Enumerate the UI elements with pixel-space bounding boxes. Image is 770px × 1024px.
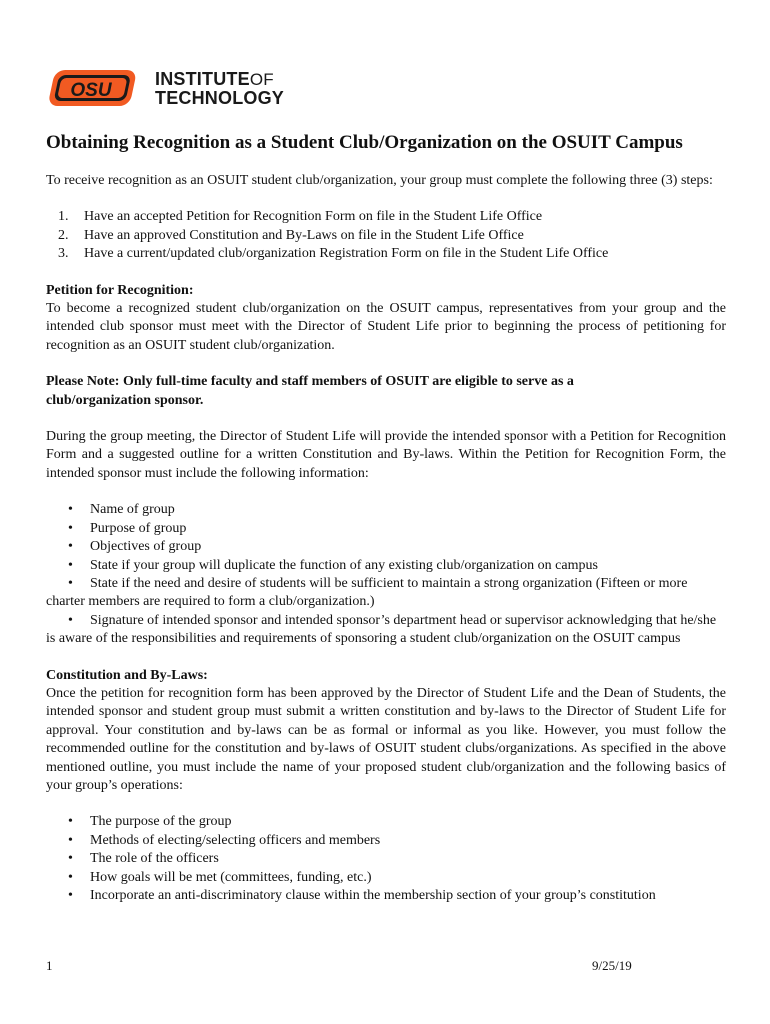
institute-line2: TECHNOLOGY: [155, 88, 285, 108]
list-item-text: Signature of intended sponsor and intended sponsor’s department head or supervisor acknowledging that he/she is aware of the responsibilities and requirements of sponsoring a student club/organization on the OSUIT campus: [46, 612, 717, 647]
osu-logo: [44, 66, 136, 110]
constitution-paragraph: Once the petition for recognition form has been approved by the Director of Student Life and the Dean of Students, the intended sponsor and student group must submit a written constitution and by-laws to the Director of Student Life for approval. Your constitution and by-laws can be as formal or informal as you like. However, you must follow the recommended outline for the constitution and by-laws of OSUIT student clubs/organizations. As specified in the above mentioned outline, you must include the name of your proposed student club/organization and the following basics of your group’s operations:: [46, 685, 726, 793]
document-body: [46, 172, 726, 905]
page-number: 1: [46, 958, 53, 973]
institute-of: OF: [249, 70, 274, 89]
sponsor-note: Please Note: Only full-time faculty and staff members of OSUIT are eligible to serve as a club/organization sponsor.: [46, 374, 574, 408]
intro-paragraph: To receive recognition as an OSUIT student club/organization, your group must complete the following three (3) steps:: [46, 173, 713, 188]
petition-heading: Petition for Recognition:: [46, 282, 194, 298]
list-item: • Purpose of group: [46, 520, 726, 538]
list-item: 3. Have a current/updated club/organization Registration Form on file in the Student Life Office: [72, 245, 726, 263]
meeting-paragraph: During the group meeting, the Director of Student Life will provide the intended sponsor with a Petition for Recognition Form and a suggested outline for a written Constitution and By-laws. Within the Petition for Recognition Form, the intended sponsor must include the following information:: [46, 429, 726, 481]
list-item: • Incorporate an anti-discriminatory clause within the membership section of your group’s constitution: [46, 887, 726, 905]
list-item: • State if your group will duplicate the function of any existing club/organization on campus: [46, 557, 726, 575]
list-item: • Methods of electing/selecting officers and members: [46, 832, 726, 850]
institute-name: [155, 70, 284, 108]
institute-line1: INSTITUTE: [155, 69, 250, 89]
footer-date: 9/25/19: [592, 958, 632, 973]
list-item: 1. Have an accepted Petition for Recognition Form on file in the Student Life Office: [72, 208, 726, 226]
list-item-wrapped: • Signature of intended sponsor and intended sponsor’s department head or supervisor acknowledging that he/she is aware of the responsibilities and requirements of sponsoring a student club/organization on the OSUIT campus: [46, 612, 717, 647]
list-item: • The purpose of the group: [46, 813, 726, 831]
list-item: • How goals will be met (committees, funding, etc.): [46, 869, 726, 887]
petition-paragraph: To become a recognized student club/organization on the OSUIT campus, representatives from your group and the intended club sponsor must meet with the Director of Student Life prior to beginning the process of petitioning for recognition as an OSUIT student club/organization.: [46, 301, 726, 353]
petition-items-list: [46, 501, 726, 575]
list-item: • The role of the officers: [46, 850, 726, 868]
steps-list: [46, 208, 726, 263]
list-item-wrapped: • State if the need and desire of students will be sufficient to maintain a strong organization (Fifteen or more charter members are required to form a club/organization.): [46, 575, 688, 610]
list-item: 2. Have an approved Constitution and By-Laws on file in the Student Life Office: [72, 227, 726, 245]
list-item-text: State if the need and desire of students will be sufficient to maintain a strong organization (Fifteen or more charter members are required to form a club/organization.): [46, 575, 688, 610]
list-item: • Name of group: [46, 501, 726, 519]
logo-text: OSU: [70, 80, 112, 101]
constitution-items-list: [46, 813, 726, 905]
list-item: • Objectives of group: [46, 538, 726, 556]
petition-items-wrapped-list: [46, 575, 726, 649]
constitution-heading: Constitution and By-Laws:: [46, 667, 208, 683]
page-title: Obtaining Recognition as a Student Club/Organization on the OSUIT Campus: [46, 132, 683, 153]
